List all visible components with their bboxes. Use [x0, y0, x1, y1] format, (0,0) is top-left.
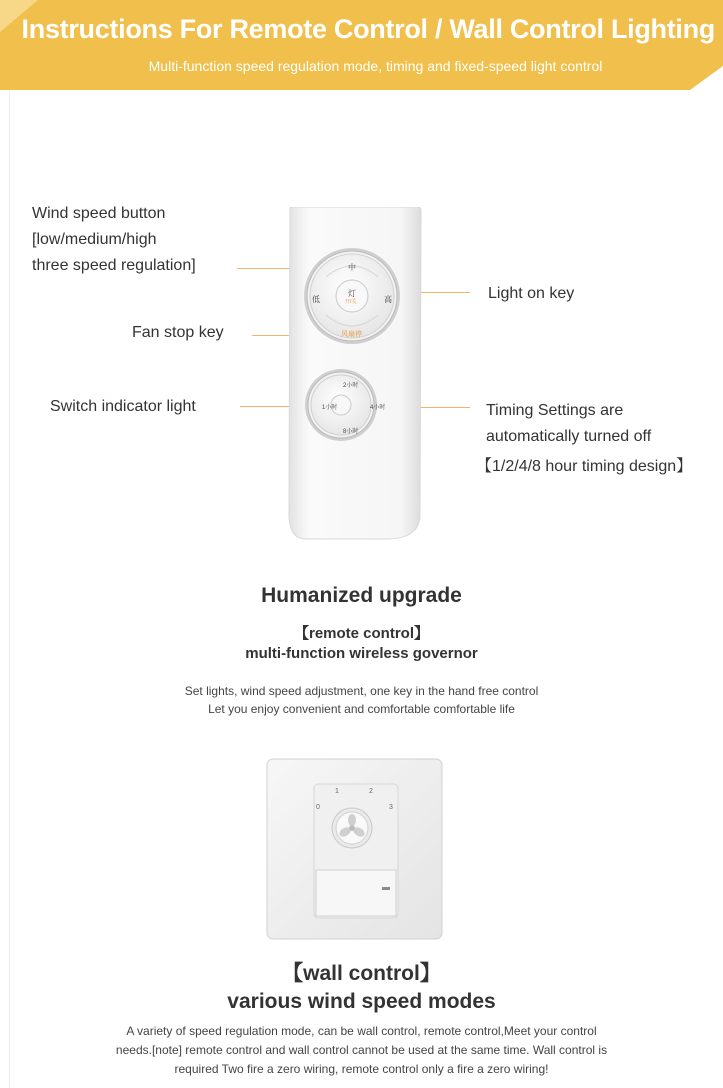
- wall-control-title-2: various wind speed modes: [227, 990, 496, 1013]
- wall-control-description-1: A variety of speed regulation mode, can be wall control, remote control,Meet your control: [126, 1024, 597, 1038]
- wall-control-description-2: needs.[note] remote control and wall control cannot be used at the same time. Wall control is: [115, 1043, 608, 1057]
- callout-wind-speed-line-3: three speed regulation]: [32, 257, 196, 274]
- upgrade-heading: Humanized upgrade: [261, 584, 462, 607]
- switch-dial-2: 2: [369, 788, 373, 795]
- callout-timing-line-1: Timing Settings are: [486, 402, 624, 419]
- remote-button-light-sub: 开/关: [345, 299, 357, 305]
- remote-button-fan-stop: 风扇停: [341, 331, 362, 338]
- callout-wind-speed-line-1: Wind speed button: [32, 205, 166, 222]
- remote-timer-2h: 2小时: [343, 383, 359, 389]
- switch-dial-1: 1: [335, 788, 339, 795]
- remote-timer-8h: 8小时: [343, 429, 359, 435]
- switch-dial-3: 3: [389, 804, 393, 811]
- page-title: Instructions For Remote Control / Wall Control Lighting: [21, 14, 715, 44]
- callout-indicator: Switch indicator light: [50, 398, 196, 415]
- callout-fan-stop: Fan stop key: [132, 324, 224, 341]
- wall-control-title-1: 【wall control】: [282, 962, 441, 985]
- remote-button-low: 低: [312, 295, 320, 304]
- remote-button-medium: 中: [348, 263, 356, 272]
- upgrade-description-2: Let you enjoy convenient and comfortable comfortable life: [208, 702, 515, 716]
- header-banner: [0, 0, 723, 90]
- upgrade-description-1: Set lights, wind speed adjustment, one key in the hand free control: [184, 684, 539, 698]
- remote-button-high: 高: [384, 295, 392, 304]
- callout-timing-line-2: automatically turned off: [486, 428, 652, 445]
- remote-timer-4h: 4小时: [370, 405, 386, 411]
- callout-timing: [476, 398, 693, 480]
- switch-dial-0: 0: [316, 804, 320, 811]
- callout-wind-speed-line-2: [low/medium/high: [32, 231, 157, 248]
- page-subtitle: Multi-function speed regulation mode, timing and fixed-speed light control: [148, 58, 603, 74]
- wall-control-description-3: required Two fire a zero wiring, remote control only a fire a zero wiring!: [174, 1062, 549, 1076]
- callout-light-on: Light on key: [488, 285, 575, 302]
- remote-button-light: 灯: [348, 289, 356, 298]
- remote-control-image: [286, 207, 422, 541]
- remote-timer-1h: 1小时: [322, 405, 338, 411]
- callout-timing-line-3: 【1/2/4/8 hour timing design】: [476, 458, 693, 475]
- upgrade-subheading-1: 【remote control】: [293, 625, 429, 642]
- upgrade-subheading-2: multi-function wireless governor: [245, 645, 478, 662]
- wall-switch-image: [266, 758, 443, 940]
- callout-wind-speed: [32, 201, 196, 279]
